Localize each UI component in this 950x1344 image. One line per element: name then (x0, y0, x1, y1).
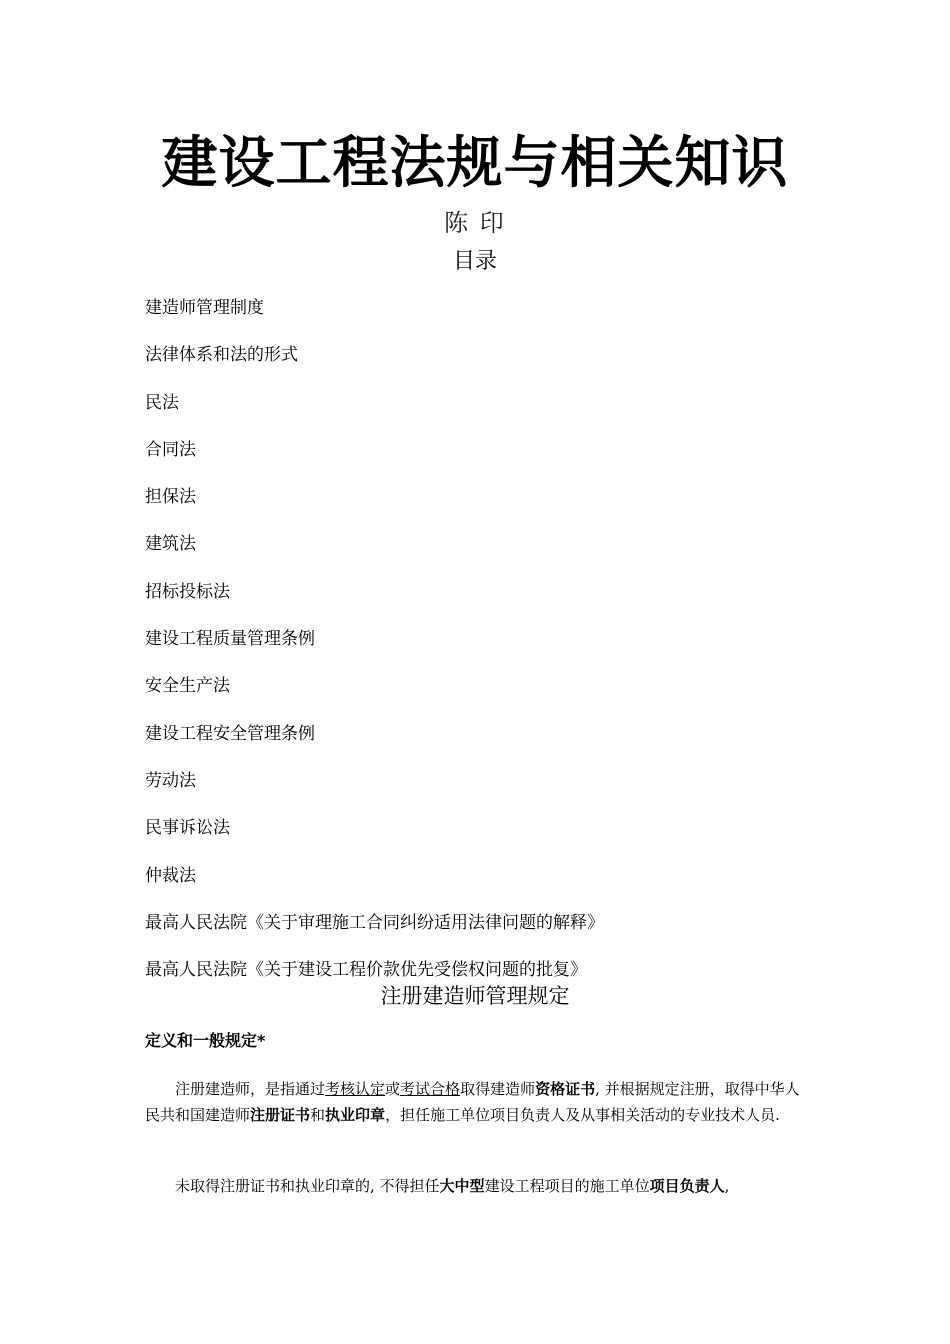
toc-item[interactable]: 最高人民法院《关于审理施工合同纠纷适用法律问题的解释》 (145, 912, 604, 933)
toc-item[interactable]: 最高人民法院《关于建设工程价款优先受偿权问题的批复》 (145, 960, 587, 981)
text-run: 和 (310, 1106, 326, 1124)
text-run: 注册建造师，是指通过 (175, 1080, 326, 1098)
text-run: 建设工程项目的施工单位 (484, 1177, 650, 1195)
toc-item[interactable]: 担保法 (145, 487, 196, 508)
definition-paragraph (145, 1076, 809, 1128)
text-run: 或 (385, 1080, 401, 1098)
text-run: 取得建造师 (460, 1080, 536, 1098)
text-run: 未取得注册证书和执业印章的, 不得担任 (175, 1177, 440, 1195)
bold-term: 资格证书 (535, 1080, 596, 1098)
toc-item[interactable]: 建设工程安全管理条例 (145, 723, 315, 744)
underlined-term: 考核认定 (325, 1080, 386, 1098)
toc-item[interactable]: 建筑法 (145, 534, 196, 555)
bold-term: 项目负责人 (649, 1177, 725, 1195)
author-name: 陈 印 (444, 209, 506, 237)
text-run: , (724, 1177, 730, 1195)
document-title: 建设工程法规与相关知识 (161, 130, 789, 196)
toc-item[interactable]: 安全生产法 (145, 676, 230, 697)
rule-paragraph (145, 1173, 809, 1199)
toc-item[interactable]: 劳动法 (145, 770, 196, 791)
toc-item[interactable]: 法律体系和法的形式 (145, 345, 298, 366)
section-heading: 注册建造师管理规定 (380, 984, 570, 1008)
toc-item[interactable]: 建造师管理制度 (145, 298, 264, 318)
underlined-term: 考试合格 (400, 1080, 461, 1098)
bold-term: 注册证书 (250, 1106, 311, 1124)
bold-term: 大中型 (439, 1177, 485, 1195)
sub-heading: 定义和一般规定* (145, 1031, 266, 1050)
text-run: ，担任施工单位项目负责人及从事相关活动的专业技术人员. (385, 1106, 780, 1124)
toc-item[interactable]: 合同法 (145, 439, 196, 460)
table-of-contents (145, 288, 825, 997)
toc-item[interactable]: 民法 (145, 392, 179, 413)
toc-item[interactable]: 建设工程质量管理条例 (145, 629, 315, 650)
toc-item[interactable]: 民事诉讼法 (145, 818, 230, 839)
toc-item[interactable]: 仲裁法 (145, 865, 196, 886)
toc-item[interactable]: 招标投标法 (145, 581, 230, 602)
text-run: , 并根据规定注册，取得中华人民共和国建造师 (145, 1080, 800, 1124)
bold-term: 执业印章 (325, 1106, 386, 1124)
toc-heading: 目录 (452, 249, 497, 274)
